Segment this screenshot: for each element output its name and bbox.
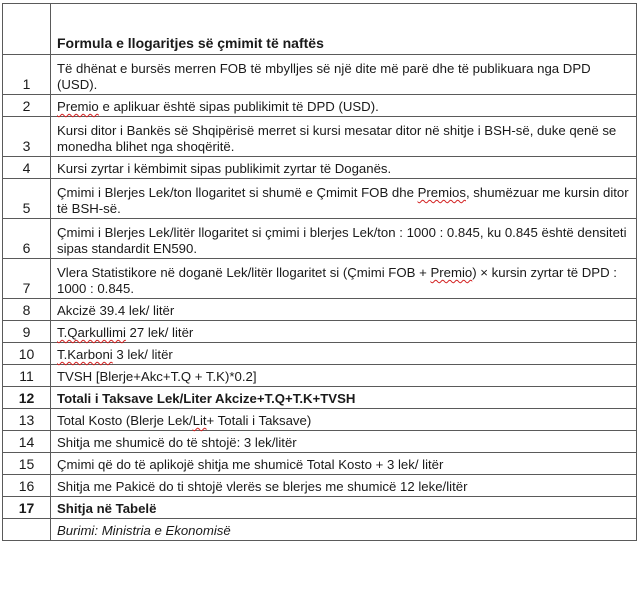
row-text [51,409,637,431]
source-note: Burimi: Ministria e Ekonomisë [51,519,637,541]
row-number: 16 [3,475,51,497]
table-row [3,117,637,157]
row-number: 4 [3,157,51,179]
text-segment: 27 lek/ litër [125,325,194,340]
row-number: 8 [3,299,51,321]
table-row [3,475,637,497]
row-number: 13 [3,409,51,431]
row-text [51,179,637,219]
table-row [3,409,637,431]
table-row [3,179,637,219]
table-row [3,55,637,95]
row-text [51,95,637,117]
spellcheck-marked-word: Premio [57,99,99,114]
row-number: 9 [3,321,51,343]
table-row [3,95,637,117]
text-segment: Vlera Statistikore në doganë Lek/litër llogaritet si (Çmimi FOB + [57,265,431,280]
row-number: 17 [3,497,51,519]
row-number: 14 [3,431,51,453]
spellcheck-marked-word: Premios [417,185,466,200]
row-number: 1 [3,55,51,95]
row-number: 12 [3,387,51,409]
row-text: Kursi zyrtar i këmbimit sipas publikimit zyrtar të Doganës. [51,157,637,179]
spellcheck-marked-word: T.Karboni [57,347,113,362]
table-row [3,157,637,179]
row-number: 2 [3,95,51,117]
header-number-cell [3,4,51,55]
row-text [51,259,637,299]
text-segment: e aplikuar është sipas publikimit të DPD (USD). [98,99,379,114]
row-text: Shitja në Tabelë [51,497,637,519]
row-text [51,343,637,365]
table-row [3,497,637,519]
table-row [3,431,637,453]
row-text: Akcizë 39.4 lek/ litër [51,299,637,321]
table-row [3,219,637,259]
row-number: 15 [3,453,51,475]
row-number: 5 [3,179,51,219]
table-header-row [3,4,637,55]
row-number: 3 [3,117,51,157]
row-text: Totali i Taksave Lek/Liter Akcize+T.Q+T.K+TVSH [51,387,637,409]
text-segment: ) × kursin zyrtar të DPD : 1000 : 0.845. [57,265,617,296]
text-segment: + Totali i Taksave) [206,413,312,428]
row-text: Kursi ditor i Bankës së Shqipërisë merret si kursi mesatar ditor në shitje i BSH-së, duke qenë se monedha blihet nga shoqëritë. [51,117,637,157]
row-number: 11 [3,365,51,387]
table-row [3,365,637,387]
text-segment: 3 lek/ litër [112,347,173,362]
text-segment: Çmimi i Blerjes Lek/ton llogaritet si shumë e Çmimit FOB dhe [57,185,418,200]
source-row [3,519,637,541]
row-text: Çmimi i Blerjes Lek/litër llogaritet si çmimi i blerjes Lek/ton : 1000 : 0.845, ku 0.845 është densiteti sipas standardit EN590. [51,219,637,259]
source-number-cell [3,519,51,541]
row-text [51,321,637,343]
table-row [3,387,637,409]
row-text: TVSH [Blerje+Akc+T.Q + T.K)*0.2] [51,365,637,387]
text-segment: , shumëzuar me kursin ditor të BSH-së. [57,185,629,216]
row-text: Shitja me shumicë do të shtojë: 3 lek/litër [51,431,637,453]
table-row [3,299,637,321]
row-number: 6 [3,219,51,259]
row-text: Çmimi që do të aplikojë shitja me shumicë Total Kosto + 3 lek/ litër [51,453,637,475]
spellcheck-marked-word: T.Qarkullimi [57,325,126,340]
row-text: Të dhënat e bursës merren FOB të mbylljes së një dite më parë dhe të publikuara nga DPD (USD). [51,55,637,95]
table-title: Formula e llogaritjes së çmimit të naftës [51,4,637,55]
table-row [3,321,637,343]
row-text: Shitja me Pakicë do ti shtojë vlerës se blerjes me shumicë 12 leke/litër [51,475,637,497]
spellcheck-marked-word: Premio [430,265,473,280]
table-row [3,343,637,365]
row-number: 7 [3,259,51,299]
row-number: 10 [3,343,51,365]
spellcheck-marked-word: Lit [192,413,207,428]
table-row [3,259,637,299]
text-segment: Total Kosto (Blerje Lek/ [57,413,193,428]
table-row [3,453,637,475]
fuel-price-formula-table [2,3,637,541]
